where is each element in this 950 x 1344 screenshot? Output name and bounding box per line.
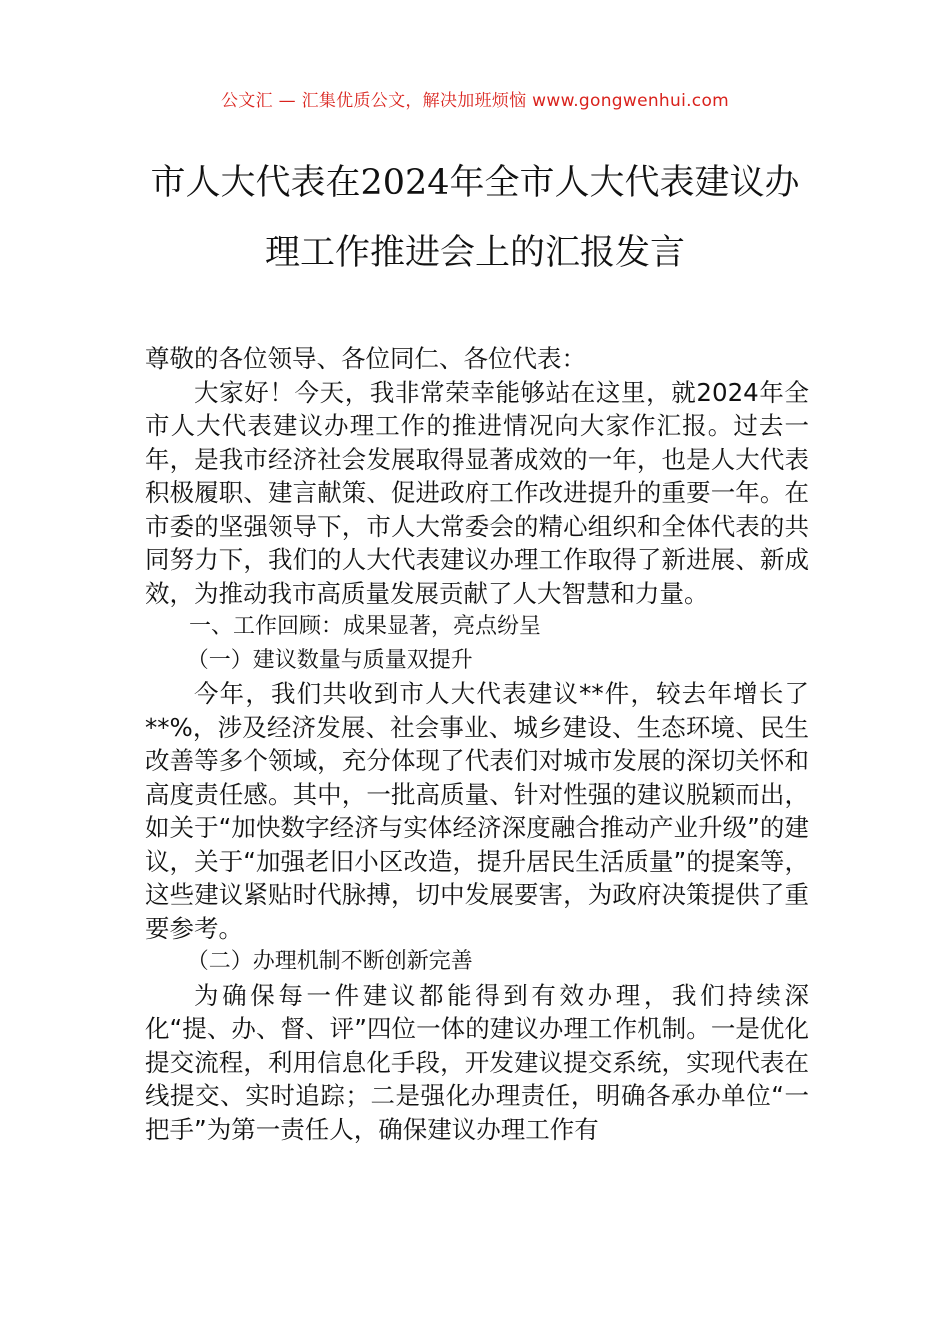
section-1-heading: 一、工作回顾：成果显著，亮点纷呈 [189,614,542,639]
intro-paragraph: 大家好！今天，我非常荣幸能够站在这里，就2024年全市人大代表建议办理工作的推进情况向大家作汇报。过去一年，是我市经济社会发展取得显著成效的一年，也是人大代表积极履职、建言献策、促进政府工作改进提升的重要一年。在市委的坚强领导下，市人大常委会的精心组织和全体代表的共同努力下，我们的人大代表建议办理工作取得了新进展、新成效，为推动我市高质量发展贡献了人大智慧和力量。 [145,377,809,608]
subsection-1-paragraph: 今年，我们共收到市人大代表建议**件，较去年增长了**%，涉及经济发展、社会事业、城乡建设、生态环境、民生改善等多个领域，充分体现了代表们对城市发展的深切关怀和高度责任感。其中，一批高质量、针对性强的建议脱颖而出，如关于“加快数字经济与实体经济深度融合推动产业升级”的建议，关于“加强老旧小区改造，提升居民生活质量”的提案等，这些建议紧贴时代脉搏，切中发展要害，为政府决策提供了重要参考。 [145,679,809,943]
document-title [120,148,830,288]
salutation: 尊敬的各位领导、各位同仁、各位代表： [145,344,586,373]
subsection-1-heading: （一）建议数量与质量双提升 [186,647,473,673]
subsection-2-heading: （二）办理机制不断创新完善 [186,949,473,974]
title-line-2: 理工作推进会上的汇报发言 [264,233,685,273]
subsection-2-paragraph: 为确保每一件建议都能得到有效办理，我们持续深化“提、办、督、评”四位一体的建议办理工作机制。一是优化提交流程，利用信息化手段，开发建议提交系统，实现代表在线提交、实时追踪；二是强化办理责任，明确各承办单位“一把手”为第一责任人，确保建议办理工作有 [145,980,809,1144]
document-body [145,342,809,1146]
title-line-1: 市人大代表在2024年全市人大代表建议办 [150,163,800,203]
site-banner: 公文汇 — 汇集优质公文，解决加班烦恼 www.gongwenhui.com [220,91,730,111]
